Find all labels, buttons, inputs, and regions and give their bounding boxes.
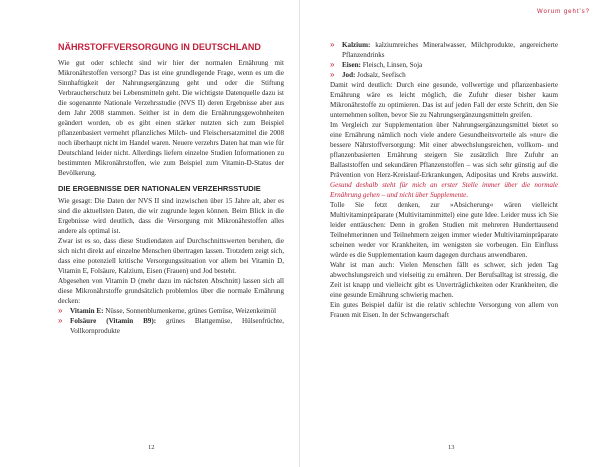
list-item-label: Jod: (342, 71, 356, 79)
left-text-column (58, 42, 284, 336)
subsection-heading: DIE ERGEBNISSE DER NATIONALEN VERZEHRSSTUDIE (58, 184, 261, 193)
list-item-text (342, 60, 558, 70)
list-item (330, 70, 558, 80)
right-page (300, 0, 600, 467)
list-item-label: Eisen: (342, 61, 361, 69)
example-paragraph: Ein gutes Beispiel dafür ist die relativ schlechte Versorgung von allem von Frauen mit Eisen. In der Schwangerschaft (330, 301, 558, 319)
bullet-marker: » (58, 306, 63, 315)
list-item-text (342, 70, 558, 80)
list-item-body: grünes Blattgemüse, Hülsenfrüchte, Vollkornprodukte (70, 317, 284, 335)
list-item-body: kalziumreiches Mineralwasser, Milchprodukte, angereicherte Pflanzendrinks (342, 41, 558, 59)
conclusion-paragraph: Damit wird deutlich: Durch eine gesunde, vollwertige und pflanzenbasierte Ernährung wäre es leicht möglich, die Zufuhr dieser bisher kaum Mikronährstoffe zu optimieren. Das ist auf jeden Fall der erste Schritt, den Sie unternehmen sollten, bevor Sie zu Nahrungsergänzungsmitteln greifen. (330, 81, 558, 119)
comparison-text: Im Vergleich zur Supplementation über Nahrungsergänzungsmittel bietet so eine Ernährung nämlich noch viele andere Gesundheitsvorteile als »nur« die bessere Nährstoffversorgung: Mit einer abwechslungsreichen, vollkorn- und pflanzenbasierten Ernährung steigern Sie zusätzlich Ihre Zufuhr an Ballaststoffen und sekundären Pflanzenstoffen – was sich sehr günstig auf die Prävention von Herz-Kreislauf-Erkrankungen, Adipositas und Krebs auswirkt. (330, 121, 558, 179)
results-paragraph-2: Zwar ist es so, dass diese Studiendaten auf Durchschnittswerten beruhen, die sich nicht direkt auf einzelne Menschen übertragen lassen. Trotzdem zeigt sich, dass eine potenziell kritische Versorgungssituation vor allem bei Vitamin D, Vitamin E, Folsäure, Kalzium, Eisen (Frauen) und Jod besteht. (58, 237, 284, 275)
list-item-label: Kalzium: (342, 41, 371, 49)
list-item (330, 60, 558, 70)
list-item-text (342, 40, 558, 60)
list-item-text (70, 306, 284, 316)
highlighted-statement: Gesund deshalb steht für mich an erster Stelle immer über die normale Ernährung gehen – und nicht über Supplemente. (330, 181, 558, 199)
running-header: Worum geht's? (536, 9, 590, 15)
list-item-body: Fleisch, Linsen, Soja (360, 61, 423, 69)
list-item-body: Jodsalz, Seefisch (355, 71, 406, 79)
everyday-paragraph: Wahr ist man auch: Vielen Menschen fällt es schwer, sich jeden Tag abwechslungsreich und vielseitig zu ernähren. Der Berufsalltag ist stressig, die Zeit ist knapp und vielleicht gibt es Unverträglichkeiten oder Krankheiten, die eine gesunde Ernährung schwierig machen. (330, 261, 558, 299)
page-number-left: 12 (148, 444, 155, 451)
list-item (58, 306, 284, 316)
results-paragraph-3: Abgesehen von Vitamin D (mehr dazu im nächsten Abschnitt) lassen sich all diese Mikronährstoffe grundsätzlich problemlos über die normale Ernährung decken: (58, 277, 284, 305)
right-text-column (330, 40, 558, 320)
comparison-paragraph (330, 120, 558, 200)
bullet-marker: » (58, 316, 63, 325)
page-number-right: 13 (448, 444, 455, 451)
list-item-body: Nüsse, Sonnenblumenkerne, grünes Gemüse, Weizenkeimöl (103, 307, 277, 315)
bullet-marker: » (330, 40, 335, 49)
bullet-marker: » (330, 60, 335, 69)
list-item (330, 40, 558, 60)
list-item (58, 316, 284, 336)
section-title: NÄHRSTOFFVERSORGUNG IN DEUTSCHLAND (58, 42, 261, 52)
results-paragraph-1: Wie gesagt: Die Daten der NVS II sind inzwischen über 15 Jahre alt, aber es sind die aktuellsten Daten, die wir zugrunde legen können. Beim Blick in die Ergebnisse wird deutlich, dass die Versorgung mit Mikronährstoffen alles andere als optimal ist. (58, 197, 284, 235)
bullet-marker: » (330, 70, 335, 79)
list-item-label: Folsäure (Vitamin B9): (70, 317, 157, 325)
multivitamin-paragraph: Tolle Sie fetzt denken, zur »Absicherung« wären vielleicht Multivitaminpräparate (Multivitaminmittel) eine gute Idee. Leider muss ich Sie leider enttäuschen: Denn in großen Studien mit mehreren Hunderttausend Teilnehmerinnen und Teilnehmern zeigen immer wieder Multivitaminpräparate scheinen weder vor Krankheiten, im wenigsten sie vorbeugen. Ein Einfluss würde es die Supplementation kaum dagegen durchaus anwendbaren. (330, 201, 558, 259)
list-item-label: Vitamin E: (70, 307, 104, 315)
list-item-text (70, 316, 284, 336)
intro-paragraph: Wie gut oder schlecht sind wir hier der normalen Ernährung mit Mikronährstoffen versorgt? Das ist eine grundlegende Frage, wenn es um die Sinnhaftigkeit der Nahrungsergänzung geht und oder die Stiftung Verbraucherschutz bei Lebensmitteln geht. Die wichtigste Datenquelle dazu ist die sogenannte Nationale Verzehrsstudie (NVS II) deren Ergebnisse aber aus dem Jahr 2008 stammen. Seither ist in dem die Ernährungsgewohnheiten geändert worden, ob es gibt einen stärker nutzten sich zum Beispiel pflanzenbasiert vermehrt pflanzliches Milch- und Fleischersatzmittel die 2008 noch überhaupt nicht im Handel waren. Neuere verzehrs Daten hat man wie für Deutschland leider nicht. Allerdings liefern einzelne Studien Informationen zu bestimmten Mikronährstoffen, wie zum Beispiel zum Vitamin-D-Status der Bevölkerung. (58, 59, 284, 177)
